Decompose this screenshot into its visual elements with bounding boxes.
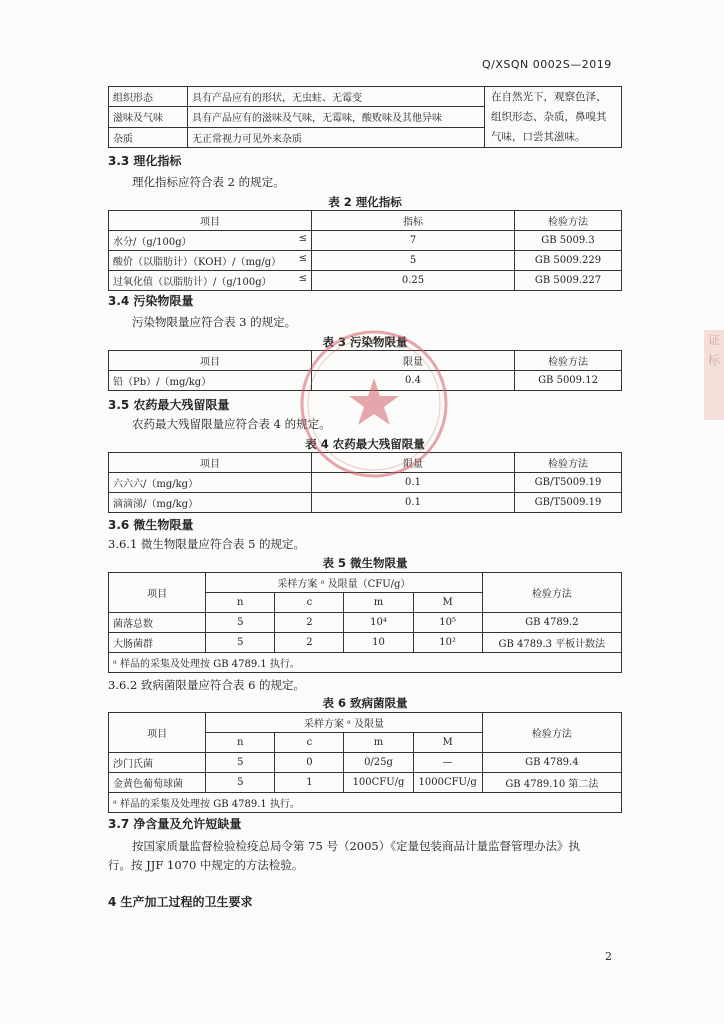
- table-cell: 在自然光下，观察色泽、组织形态、杂质，鼻嗅其气味，口尝其滋味。: [485, 87, 622, 148]
- table-cell: 0: [275, 753, 344, 773]
- table-row: [109, 573, 622, 593]
- table-header: 采样方案 ᵃ 及限量（CFU/g）: [206, 573, 483, 593]
- table-row: [109, 231, 622, 251]
- table-cell: 大肠菌群: [109, 633, 206, 653]
- table-cell: GB/T5009.19: [515, 473, 622, 493]
- table-cell: GB/T5009.19: [515, 493, 622, 513]
- table-cell: 5: [206, 753, 275, 773]
- table-header: n: [206, 593, 275, 613]
- table-cell: GB 4789.3 平板计数法: [482, 633, 621, 653]
- table-cell: 10: [344, 633, 413, 653]
- microbe-table: [108, 572, 622, 673]
- table-note: ᵃ 样品的采集及处理按 GB 4789.1 执行。: [109, 793, 622, 813]
- paragraph: 行。按 JJF 1070 中规定的方法检验。: [108, 858, 304, 872]
- table-cell: GB 4789.4: [482, 753, 621, 773]
- table-cell: 沙门氏菌: [109, 753, 206, 773]
- paragraph: 3.6.2 致病菌限量应符合表 6 的规定。: [108, 678, 306, 692]
- table-row: [109, 271, 622, 291]
- table-cell: 100CFU/g: [344, 773, 413, 793]
- table-cell: 滋味及气味: [109, 107, 188, 127]
- table-header: 采样方案 ᵃ 及限量: [206, 713, 483, 733]
- table-caption: 表 4 农药最大残留限量: [305, 437, 425, 451]
- table-header: 检验方法: [515, 211, 622, 231]
- table-row: [109, 713, 622, 733]
- table-cell: 10⁵: [413, 613, 482, 633]
- table-cell: 酸价（以脂肪计）（KOH）/（mg/g） ≤: [109, 251, 312, 271]
- table-header: 项目: [109, 351, 312, 371]
- table-row: [109, 251, 622, 271]
- table-header: 检验方法: [515, 351, 622, 371]
- paragraph: 按国家质量监督检验检疫总局令第 75 号（2005）《定量包装商品计量监督管理办法》执: [132, 839, 580, 853]
- table-row: [109, 773, 622, 793]
- table-cell: —: [413, 753, 482, 773]
- table-cell: 1000CFU/g: [413, 773, 482, 793]
- table-cell: 10⁴: [344, 613, 413, 633]
- section-heading: 4 生产加工过程的卫生要求: [108, 895, 253, 909]
- table-cell: 0.4: [312, 371, 515, 391]
- page-number: 2: [605, 950, 612, 963]
- table-header: n: [206, 733, 275, 753]
- table-cell: GB 5009.3: [515, 231, 622, 251]
- table-header: 检验方法: [482, 573, 621, 613]
- table-cell: 过氧化值（以脂肪计）/（g/100g） ≤: [109, 271, 312, 291]
- table-cell: 2: [275, 613, 344, 633]
- table-header: M: [413, 733, 482, 753]
- table-cell: 无正常视力可见外来杂质: [188, 127, 485, 147]
- section-heading: 3.3 理化指标: [108, 154, 182, 168]
- table-row: [109, 653, 622, 673]
- table-cell: 具有产品应有的滋味及气味，无霉味，酸败味及其他异味: [188, 107, 485, 127]
- paragraph: 农药最大残留限量应符合表 4 的规定。: [132, 417, 331, 431]
- pathogen-table: [108, 712, 622, 813]
- table-cell: 铅（Pb）/（mg/kg）: [109, 371, 312, 391]
- table-cell: 5: [206, 613, 275, 633]
- table-cell: 0/25g: [344, 753, 413, 773]
- table-row: [109, 753, 622, 773]
- section-heading: 3.4 污染物限量: [108, 294, 194, 308]
- table-header: 检验方法: [515, 453, 622, 473]
- table-cell: 水分/（g/100g） ≤: [109, 231, 312, 251]
- table-note: ᵃ 样品的采集及处理按 GB 4789.1 执行。: [109, 653, 622, 673]
- table-cell: 2: [275, 633, 344, 653]
- table-cell: 具有产品应有的形状，无虫蛀、无霉变: [188, 87, 485, 107]
- table-caption: 表 2 理化指标: [328, 195, 402, 209]
- table-cell: 5: [312, 251, 515, 271]
- table-header: m: [344, 733, 413, 753]
- sensory-table: [108, 86, 622, 148]
- table-cell: 六六六/（mg/kg）: [109, 473, 312, 493]
- table-header: 项目: [109, 211, 312, 231]
- paragraph: 污染物限量应符合表 3 的规定。: [132, 315, 297, 329]
- standard-number: Q/XSQN 0002S—2019: [482, 58, 612, 71]
- table-row: [109, 633, 622, 653]
- edge-seal-fragment: 证 标: [704, 330, 724, 420]
- paragraph: 理化指标应符合表 2 的规定。: [132, 175, 285, 189]
- table-cell: GB 5009.12: [515, 371, 622, 391]
- section-heading: 3.6 微生物限量: [108, 518, 194, 532]
- table-cell: 0.1: [312, 493, 515, 513]
- table-cell: 组织形态: [109, 87, 188, 107]
- table-cell: 滴滴涕/（mg/kg）: [109, 493, 312, 513]
- table-header: 限量: [312, 351, 515, 371]
- table-cell: 7: [312, 231, 515, 251]
- table-header: c: [275, 733, 344, 753]
- physchem-table: [108, 210, 622, 291]
- table-cell: GB 5009.227: [515, 271, 622, 291]
- table-row: [109, 613, 622, 633]
- table-cell: 5: [206, 633, 275, 653]
- table-header: 限量: [312, 453, 515, 473]
- company-seal-icon: [296, 326, 452, 482]
- table-cell: 0.25: [312, 271, 515, 291]
- table-cell: 0.1: [312, 473, 515, 493]
- section-heading: 3.7 净含量及允许短缺量: [108, 817, 242, 831]
- table-header: 项目: [109, 453, 312, 473]
- table-header: 项目: [109, 573, 206, 613]
- table-header: 指标: [312, 211, 515, 231]
- table-cell: 菌落总数: [109, 613, 206, 633]
- table-header: M: [413, 593, 482, 613]
- table-cell: GB 5009.229: [515, 251, 622, 271]
- table-caption: 表 5 微生物限量: [322, 556, 408, 570]
- table-cell: GB 4789.10 第二法: [482, 773, 621, 793]
- table-header: 检验方法: [482, 713, 621, 753]
- table-header: c: [275, 593, 344, 613]
- table-cell: 1: [275, 773, 344, 793]
- table-header: 项目: [109, 713, 206, 753]
- section-heading: 3.5 农药最大残留限量: [108, 398, 230, 412]
- table-row: [109, 793, 622, 813]
- table-caption: 表 3 污染物限量: [322, 335, 408, 349]
- table-row: [109, 87, 622, 107]
- table-cell: 10²: [413, 633, 482, 653]
- table-row: [109, 211, 622, 231]
- table-cell: 金黄色葡萄球菌: [109, 773, 206, 793]
- table-header: m: [344, 593, 413, 613]
- paragraph: 3.6.1 微生物限量应符合表 5 的规定。: [108, 537, 306, 551]
- table-caption: 表 6 致病菌限量: [322, 696, 408, 710]
- table-cell: 5: [206, 773, 275, 793]
- table-cell: 杂质: [109, 127, 188, 147]
- table-cell: GB 4789.2: [482, 613, 621, 633]
- table-row: [109, 493, 622, 513]
